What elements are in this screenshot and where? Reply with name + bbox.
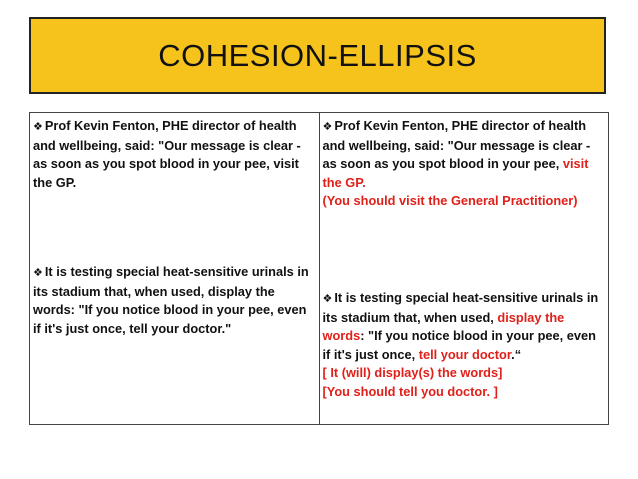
right-p2-note-1: [ It (will) display(s) the words] <box>322 365 503 380</box>
right-p1-text: Prof Kevin Fenton, PHE director of health and wellbeing, said: "Our message is clear - as soon as you spot blood in your pee, <box>322 118 591 171</box>
right-paragraph-2 <box>323 289 603 401</box>
diamond-bullet-icon: ❖ <box>33 267 43 279</box>
diamond-bullet-icon: ❖ <box>322 293 333 305</box>
left-p1-text: Prof Kevin Fenton, PHE director of health and wellbeing, said: "Our message is clear - as soon as you spot blood in your pee, visit the GP. <box>33 118 301 190</box>
right-p2-highlight-1: display the words <box>322 309 565 343</box>
left-paragraph-2 <box>33 263 313 338</box>
left-p2-text: It is testing special heat-sensitive urinals in its stadium that, when used, display the words: "If you notice blood in your pee, even if it's just once, tell your doctor." <box>33 264 309 336</box>
comparison-table <box>29 112 609 425</box>
diamond-bullet-icon: ❖ <box>322 121 333 133</box>
right-p2-highlight-2: tell your doctor <box>418 346 512 362</box>
right-p2-text-c: .“ <box>511 346 522 362</box>
left-column <box>30 113 320 424</box>
slide-title: COHESION-ELLIPSIS <box>158 37 477 73</box>
right-p2-text-a: It is testing special heat-sensitive urinals in its stadium that, when used, <box>322 290 599 325</box>
right-paragraph-1 <box>323 117 603 211</box>
title-box <box>29 17 606 94</box>
diamond-bullet-icon: ❖ <box>33 121 43 133</box>
left-paragraph-1 <box>33 117 313 192</box>
right-p1-note: (You should visit the General Practitioner) <box>322 193 578 208</box>
right-column <box>320 113 609 424</box>
right-p2-note-2: [You should tell you doctor. ] <box>322 383 498 399</box>
right-p2-text-b: : "If you notice blood in your pee, even if it's just once, <box>322 328 596 362</box>
right-p1-highlight: visit the GP. <box>322 156 589 190</box>
